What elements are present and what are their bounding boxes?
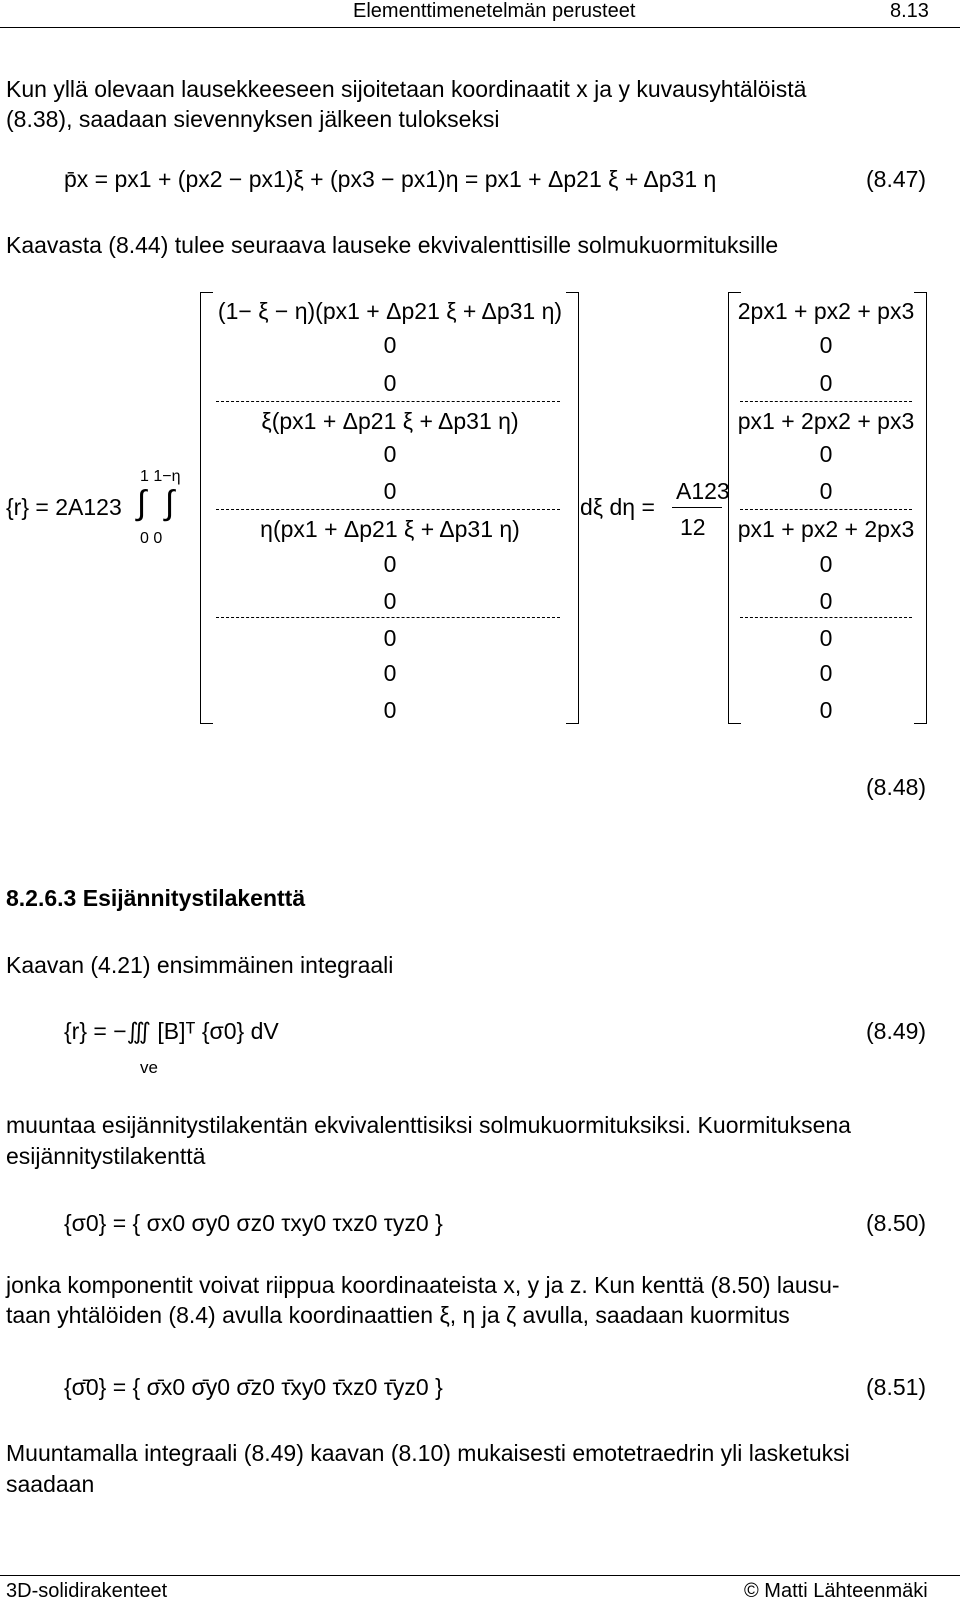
left-matrix-right-bracket <box>566 292 579 724</box>
paragraph-5-line-1: jonka komponentit voivat riippua koordinaateista x, y ja z. Kun kenttä (8.50) lausu- <box>6 1272 840 1298</box>
footer-left: 3D-solidirakenteet <box>6 1580 168 1602</box>
header-title: Elementtimenetelmän perusteet <box>353 0 636 22</box>
left-matrix-separator <box>216 509 560 510</box>
right-matrix-cell: 0 <box>819 332 833 358</box>
eq48-fraction-denominator: 12 <box>680 514 706 540</box>
right-matrix-cell: 2px1 + px2 + px3 <box>737 298 915 324</box>
right-matrix-cell: 0 <box>819 588 833 614</box>
equation-8-51: {σ̄0} = { σ̄x0 σ̄y0 σ̄z0 τ̄xy0 τ̄xz0 τ̄yz0 } <box>64 1374 443 1400</box>
right-matrix-left-bracket <box>728 292 741 724</box>
eq48-differentials: dξ dη = <box>580 494 655 520</box>
eq48-fraction-numerator: A123 <box>676 478 730 504</box>
paragraph-5-line-2: taan yhtälöiden (8.4) avulla koordinaattien ξ, η ja ζ avulla, saadaan kuormitus <box>6 1302 790 1328</box>
left-matrix-cell: 0 <box>383 478 397 504</box>
page-number: 8.13 <box>890 0 929 22</box>
left-matrix-cell: 0 <box>383 551 397 577</box>
left-matrix-cell: (1− ξ − η)(px1 + Δp21 ξ + Δp31 η) <box>217 298 563 324</box>
right-matrix-cell: 0 <box>819 660 833 686</box>
section-heading: 8.2.6.3 Esijännitystilakenttä <box>6 885 306 911</box>
right-matrix-cell: px1 + px2 + 2px3 <box>737 516 915 542</box>
paragraph-1-line-2: (8.38), saadaan sievennyksen jälkeen tulokseksi <box>6 106 500 132</box>
equation-number-8-49: (8.49) <box>866 1018 927 1044</box>
left-matrix-cell: 0 <box>383 588 397 614</box>
eq48-integral-upper-limits: 1 1−η <box>140 468 181 485</box>
left-matrix-cell: 0 <box>383 441 397 467</box>
eq48-integral-lower-limits: 0 0 <box>140 530 163 547</box>
equation-number-8-48: (8.48) <box>866 774 927 800</box>
footer-right: © Matti Lähteenmäki <box>744 1580 928 1602</box>
left-matrix-cell: 0 <box>383 660 397 686</box>
eq48-integral-sign-2: ∫ <box>165 484 175 522</box>
right-matrix-separator <box>740 401 912 402</box>
header-rule <box>0 27 960 28</box>
right-matrix-cell: 0 <box>819 370 833 396</box>
paragraph-1-line-1: Kun yllä olevaan lausekkeeseen sijoitetaan koordinaatit x ja y kuvausyhtälöistä <box>6 76 807 102</box>
eq48-integral-sign-1: ∫ <box>137 484 147 522</box>
left-matrix-cell: η(px1 + Δp21 ξ + Δp31 η) <box>260 516 520 542</box>
left-matrix-cell: ξ(px1 + Δp21 ξ + Δp31 η) <box>261 408 519 434</box>
left-matrix-left-bracket <box>200 292 213 724</box>
equation-8-47: p̄x = px1 + (px2 − px1)ξ + (px3 − px1)η = px1 + Δp21 ξ + Δp31 η <box>64 166 717 192</box>
right-matrix-separator <box>740 617 912 618</box>
right-matrix-cell: 0 <box>819 625 833 651</box>
right-matrix-cell: 0 <box>819 478 833 504</box>
equation-number-8-50: (8.50) <box>866 1210 927 1236</box>
right-matrix-right-bracket <box>914 292 927 724</box>
left-matrix-cell: 0 <box>383 370 397 396</box>
equation-8-49: {r} = −∭ [B]ᵀ {σ0} dV <box>64 1018 279 1044</box>
eq48-lhs: {r} = 2A123 <box>6 494 122 520</box>
paragraph-2: Kaavasta (8.44) tulee seuraava lauseke ekvivalenttisille solmukuormituksille <box>6 232 779 258</box>
paragraph-4-line-2: esijännitystilakenttä <box>6 1143 206 1169</box>
paragraph-6-line-1: Muuntamalla integraali (8.49) kaavan (8.10) mukaisesti emotetraedrin yli lasketuksi <box>6 1440 850 1466</box>
left-matrix-cell: 0 <box>383 697 397 723</box>
left-matrix-separator <box>216 617 560 618</box>
paragraph-3: Kaavan (4.21) ensimmäinen integraali <box>6 952 394 978</box>
eq48-fraction-bar <box>672 507 722 508</box>
paragraph-4-line-1: muuntaa esijännitystilakentän ekvivalenttisiksi solmukuormituksiksi. Kuormituksena <box>6 1112 851 1138</box>
equation-8-49-domain: ve <box>140 1058 158 1077</box>
left-matrix-separator <box>216 401 560 402</box>
right-matrix-cell: 0 <box>819 697 833 723</box>
equation-8-50: {σ0} = { σx0 σy0 σz0 τxy0 τxz0 τyz0 } <box>64 1210 443 1236</box>
right-matrix-cell: 0 <box>819 441 833 467</box>
equation-number-8-47: (8.47) <box>866 166 927 192</box>
right-matrix-separator <box>740 509 912 510</box>
footer-rule <box>0 1575 960 1576</box>
paragraph-6-line-2: saadaan <box>6 1471 95 1497</box>
left-matrix-cell: 0 <box>383 332 397 358</box>
right-matrix-cell: 0 <box>819 551 833 577</box>
left-matrix-cell: 0 <box>383 625 397 651</box>
equation-number-8-51: (8.51) <box>866 1374 927 1400</box>
right-matrix-cell: px1 + 2px2 + px3 <box>737 408 915 434</box>
